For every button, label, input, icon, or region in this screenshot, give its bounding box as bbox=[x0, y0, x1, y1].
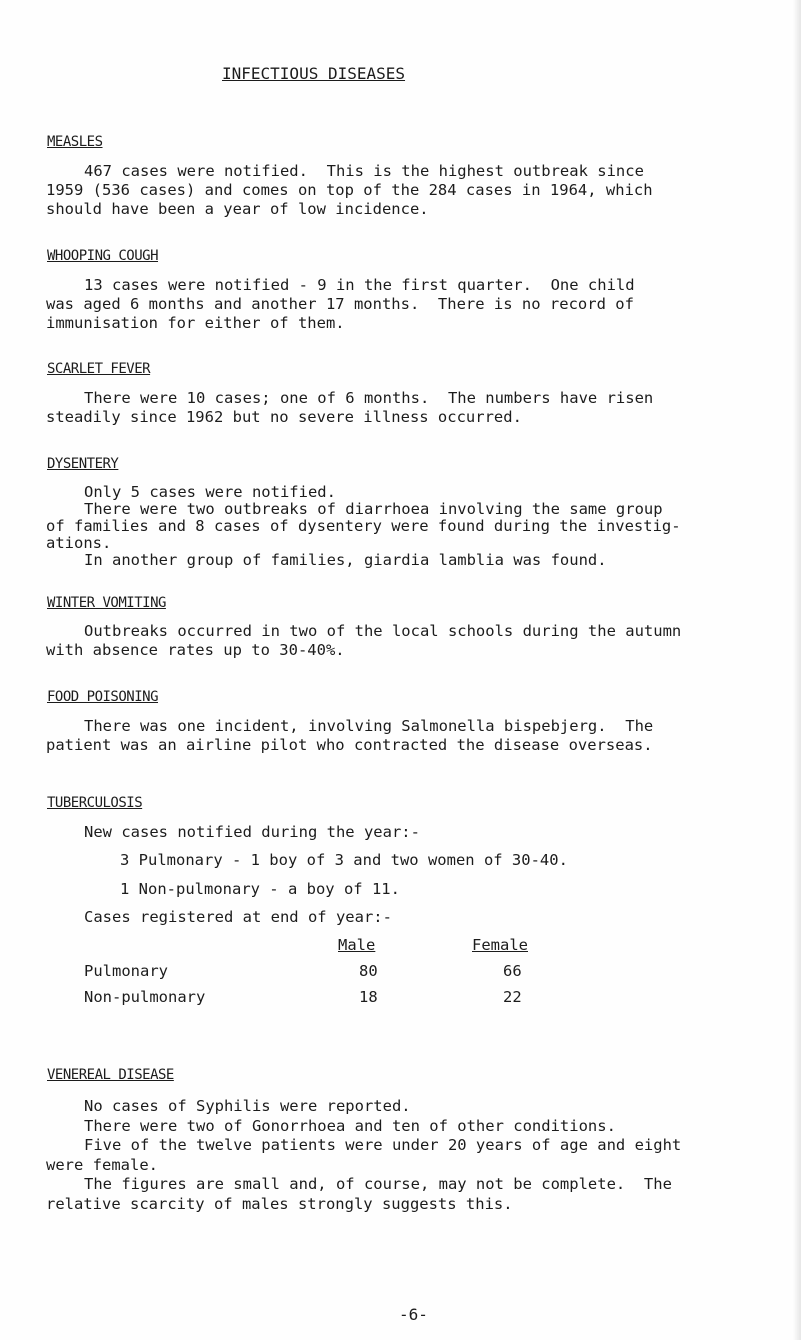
measles-line: 467 cases were notified. This is the highest outbreak since bbox=[84, 162, 644, 180]
page-number: -6- bbox=[399, 1305, 428, 1324]
venereal-disease-line: There were two of Gonorrhoea and ten of other conditions. bbox=[84, 1116, 616, 1135]
heading-tuberculosis: TUBERCULOSIS bbox=[47, 795, 143, 811]
tb-registered-label: Cases registered at end of year:- bbox=[84, 908, 392, 926]
heading-food-poisoning: FOOD POISONING bbox=[47, 689, 159, 705]
heading-dysentery: DYSENTERY bbox=[47, 456, 119, 472]
tb-cell-pulmonary-male: 80 bbox=[359, 962, 378, 980]
measles-line: should have been a year of low incidence. bbox=[46, 200, 429, 218]
page-title: INFECTIOUS DISEASES bbox=[222, 64, 406, 83]
winter-vomiting-line: with absence rates up to 30-40%. bbox=[46, 641, 345, 659]
whooping-cough-paragraph bbox=[46, 276, 792, 333]
dysentery-line: Only 5 cases were notified. bbox=[84, 483, 336, 501]
scarlet-fever-line: There were 10 cases; one of 6 months. The numbers have risen bbox=[84, 389, 654, 407]
food-poisoning-line: There was one incident, involving Salmonella bispebjerg. The bbox=[84, 717, 654, 735]
venereal-disease-line: Five of the twelve patients were under 20 years of age and eight bbox=[84, 1136, 682, 1154]
whooping-cough-line: was aged 6 months and another 17 months. There is no record of bbox=[46, 295, 634, 313]
page-edge-shadow bbox=[793, 0, 801, 1340]
heading-venereal-disease: VENEREAL DISEASE bbox=[47, 1067, 174, 1083]
whooping-cough-line: immunisation for either of them. bbox=[46, 314, 345, 332]
tb-new-case-line: 1 Non-pulmonary - a boy of 11. bbox=[120, 880, 400, 898]
tb-cell-non-pulmonary-female: 22 bbox=[503, 988, 522, 1006]
measles-line: 1959 (536 cases) and comes on top of the 284 cases in 1964, which bbox=[46, 181, 653, 199]
scarlet-fever-line: steadily since 1962 but no severe illness occurred. bbox=[46, 408, 522, 426]
venereal-disease-paragraph bbox=[46, 1097, 792, 1214]
whooping-cough-line: 13 cases were notified - 9 in the first quarter. One child bbox=[84, 276, 635, 294]
venereal-disease-line: were female. bbox=[46, 1155, 158, 1174]
tb-col-header-male: Male bbox=[338, 936, 376, 954]
dysentery-line: There were two outbreaks of diarrhoea involving the same group bbox=[84, 500, 663, 518]
food-poisoning-line: patient was an airline pilot who contracted the disease overseas. bbox=[46, 736, 653, 754]
venereal-disease-line: relative scarcity of males strongly suggests this. bbox=[46, 1194, 513, 1213]
tb-cell-pulmonary-female: 66 bbox=[503, 962, 522, 980]
tb-row-label-pulmonary: Pulmonary bbox=[84, 962, 168, 980]
tb-cell-non-pulmonary-male: 18 bbox=[359, 988, 378, 1006]
dysentery-line: ations. bbox=[46, 534, 112, 552]
scarlet-fever-paragraph bbox=[46, 389, 792, 427]
tb-row-label-non-pulmonary: Non-pulmonary bbox=[84, 988, 206, 1006]
tb-new-case-line: 3 Pulmonary - 1 boy of 3 and two women of 30-40. bbox=[120, 851, 568, 869]
venereal-disease-line: No cases of Syphilis were reported. bbox=[84, 1097, 411, 1115]
heading-measles: MEASLES bbox=[47, 134, 103, 150]
dysentery-line: In another group of families, giardia lamblia was found. bbox=[84, 551, 607, 569]
heading-scarlet-fever: SCARLET FEVER bbox=[47, 361, 151, 377]
food-poisoning-paragraph bbox=[46, 717, 792, 755]
heading-winter-vomiting: WINTER VOMITING bbox=[47, 595, 166, 611]
measles-paragraph bbox=[46, 162, 792, 219]
dysentery-paragraph bbox=[46, 484, 792, 569]
tb-new-cases-label: New cases notified during the year:- bbox=[84, 823, 420, 841]
winter-vomiting-paragraph bbox=[46, 622, 792, 660]
dysentery-line: of families and 8 cases of dysentery were found during the investig- bbox=[46, 517, 681, 535]
winter-vomiting-line: Outbreaks occurred in two of the local schools during the autumn bbox=[84, 622, 682, 640]
tb-col-header-female: Female bbox=[472, 936, 528, 954]
heading-whooping-cough: WHOOPING COUGH bbox=[47, 248, 159, 264]
venereal-disease-line: The figures are small and, of course, may not be complete. The bbox=[84, 1175, 672, 1193]
